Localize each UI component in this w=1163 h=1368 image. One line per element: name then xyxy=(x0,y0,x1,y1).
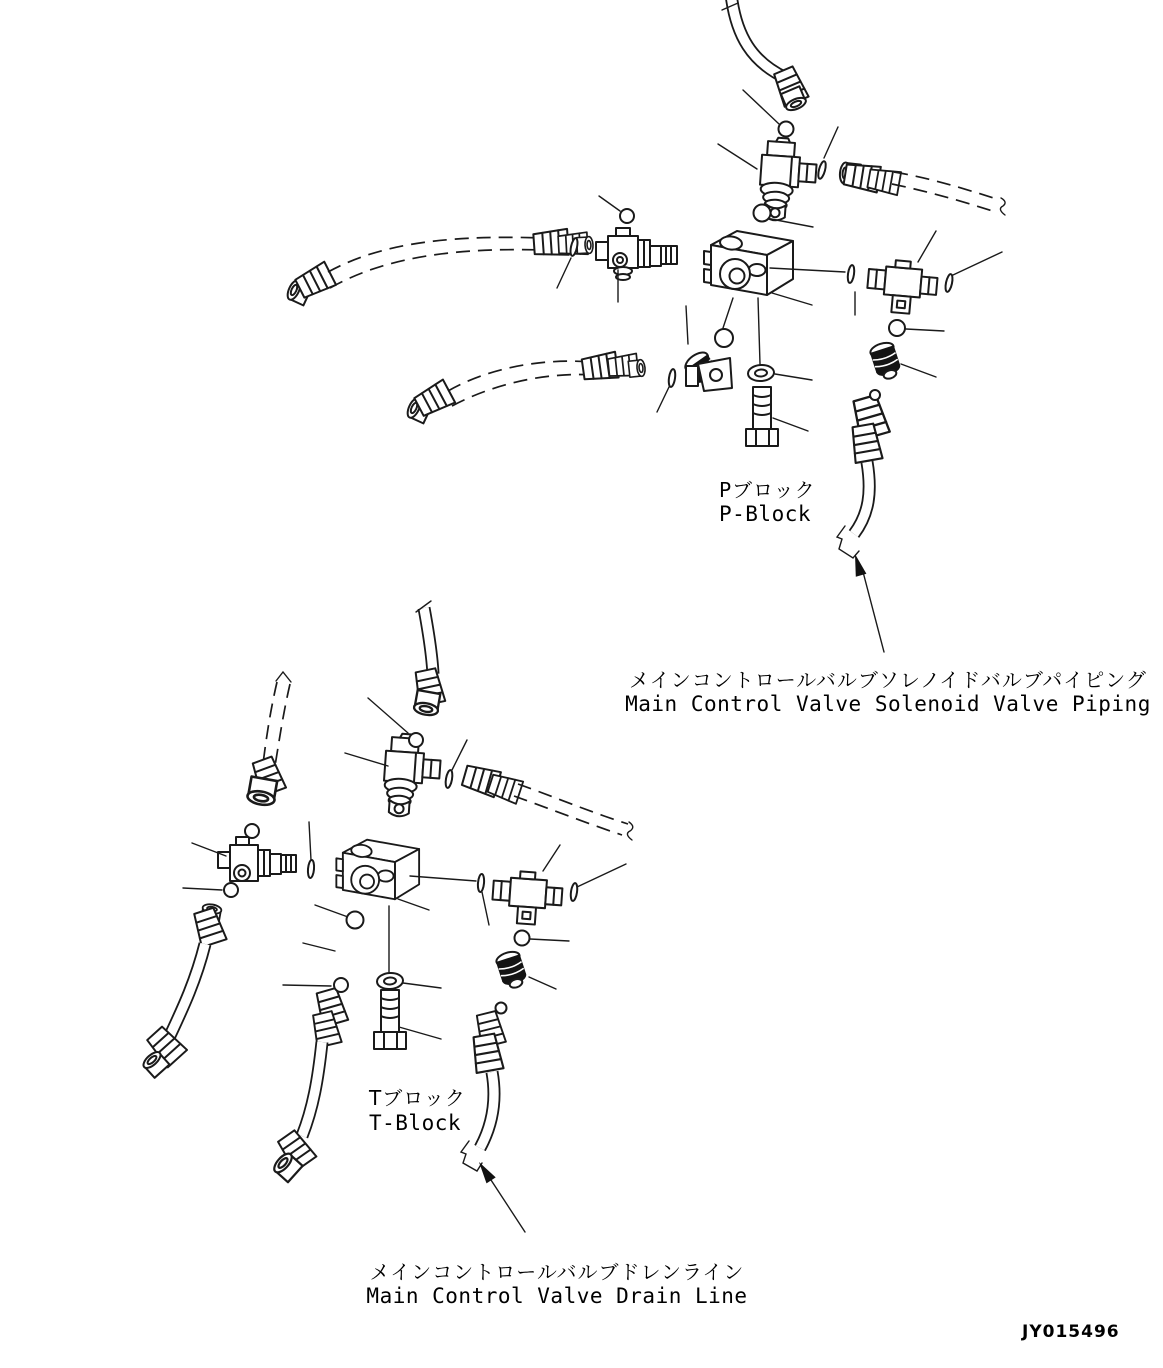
hose xyxy=(141,903,227,1078)
callout-arrow xyxy=(479,1162,525,1232)
hose xyxy=(285,229,593,306)
p-block-assembly xyxy=(285,0,1151,716)
bolt xyxy=(374,990,406,1049)
tee-fitting xyxy=(865,258,938,316)
t-block-label-en: T-Block xyxy=(369,1111,462,1135)
elbow-fitting xyxy=(596,228,677,280)
hose xyxy=(461,763,633,840)
t-callout-jp: メインコントロールバルブドレンライン xyxy=(369,1260,745,1284)
hose xyxy=(413,601,446,717)
p-valve-block xyxy=(704,231,793,295)
p-block-label-jp: Pブロック xyxy=(719,478,816,502)
hose xyxy=(405,352,646,424)
hose xyxy=(837,394,890,558)
hose xyxy=(461,1010,506,1171)
t-valve-block xyxy=(336,840,419,900)
tee-fitting xyxy=(491,870,563,927)
plug-fitting xyxy=(869,340,903,382)
hose xyxy=(271,987,348,1183)
hose xyxy=(839,162,1005,215)
t-callout-en: Main Control Valve Drain Line xyxy=(366,1284,748,1308)
callout-arrow xyxy=(855,554,884,652)
plug-fitting xyxy=(495,949,529,991)
drawing-number: JY015496 xyxy=(1022,1322,1120,1342)
p-block-label-en: P-Block xyxy=(719,502,812,526)
elbow-fitting-dark xyxy=(682,349,732,391)
washer xyxy=(747,364,774,382)
elbow-fitting xyxy=(218,837,296,881)
bolt xyxy=(746,387,778,446)
p-callout-en: Main Control Valve Solenoid Valve Piping xyxy=(625,692,1151,716)
hose xyxy=(246,672,291,807)
hose xyxy=(722,0,809,113)
t-block-label-jp: Tブロック xyxy=(369,1086,466,1110)
washer xyxy=(376,972,403,990)
p-callout-jp: メインコントロールバルブソレノイドバルブパイピング xyxy=(629,668,1147,692)
